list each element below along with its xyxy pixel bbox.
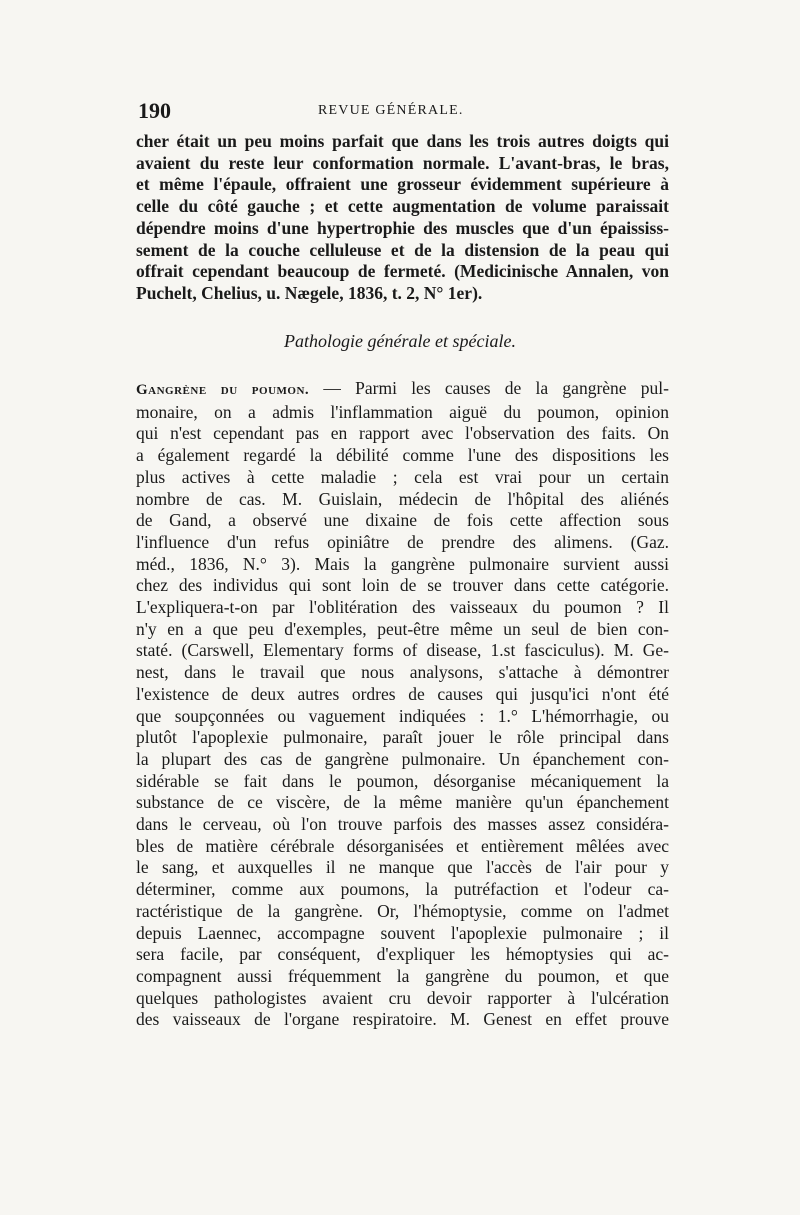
text-line: et même l'épaule, offraient une grosseur évidemment supérieure à bbox=[136, 174, 669, 195]
text-line: cher était un peu moins parfait que dans les trois autres doigts qui bbox=[136, 131, 669, 151]
text-line: n'y en a que peu d'exemples, peut-être même un seul de bien con- bbox=[136, 618, 669, 639]
running-head bbox=[138, 98, 668, 124]
text-line: plutôt l'apoplexie pulmonaire, paraît jouer le rôle principal dans bbox=[136, 727, 669, 748]
running-title: REVUE GÉNÉRALE. bbox=[318, 103, 464, 118]
paragraph-continuation bbox=[136, 131, 669, 305]
text-line: L'expliquera-t-on par l'oblitération des vaisseaux du poumon ? Il bbox=[136, 597, 669, 618]
text-line: qui n'est cependant pas en rapport avec l'observation des faits. On bbox=[136, 423, 669, 444]
text-line: dépendre moins d'une hypertrophie des muscles que d'un épaississ- bbox=[136, 217, 669, 238]
text-line: sement de la couche celluleuse et de la distension de la peau qui bbox=[136, 239, 669, 260]
paragraph-gangrene bbox=[136, 378, 669, 1031]
text-line: avaient du reste leur conformation normale. L'avant-bras, le bras, bbox=[136, 152, 669, 173]
text-line: que soupçonnées ou vaguement indiquées : 1.° L'hémorrhagie, ou bbox=[136, 705, 669, 726]
text-line: le sang, et auxquelles il ne manque que l'accès de l'air pour y bbox=[136, 857, 669, 878]
text-line: offrait cependant beaucoup de fermeté. (Medicinische Annalen, von bbox=[136, 261, 669, 282]
text-line: a également regardé la débilité comme l'une des dispositions les bbox=[136, 445, 669, 466]
text-line-first bbox=[136, 378, 669, 402]
text-line: sera facile, par conséquent, d'expliquer les hémoptysies qui ac- bbox=[136, 944, 669, 965]
text-line: staté. (Carswell, Elementary forms of disease, 1.st fasciculus). M. Ge- bbox=[136, 640, 669, 661]
text-line: la plupart des cas de gangrène pulmonaire. Un épanchement con- bbox=[136, 748, 669, 769]
text-line: bles de matière cérébrale désorganisées et entièrement mêlées avec bbox=[136, 835, 669, 856]
text-line: compagnent aussi fréquemment la gangrène du poumon, et que bbox=[136, 965, 669, 986]
text-line: l'influence d'un refus opiniâtre de prendre des alimens. (Gaz. bbox=[136, 531, 669, 552]
text-line: l'existence de deux autres ordres de causes qui jusqu'ici n'ont été bbox=[136, 683, 669, 704]
text-line: depuis Laennec, accompagne souvent l'apoplexie pulmonaire ; il bbox=[136, 922, 669, 943]
text-line: sidérable se fait dans le poumon, désorganise mécaniquement la bbox=[136, 770, 669, 791]
text-line: monaire, on a admis l'inflammation aiguë du poumon, opinion bbox=[136, 401, 669, 422]
text-line: de Gand, a observé une dixaine de fois cette affection sous bbox=[136, 510, 669, 531]
text-line: celle du côté gauche ; et cette augmentation de volume paraissait bbox=[136, 196, 669, 217]
text-line: plus actives à cette maladie ; cela est vrai pour un certain bbox=[136, 466, 669, 487]
text-line: nest, dans le travail que nous analysons, s'attache à démontrer bbox=[136, 662, 669, 683]
text-line: chez des individus qui sont loin de se trouver dans cette catégorie. bbox=[136, 575, 669, 596]
page-number: 190 bbox=[138, 98, 171, 123]
text-line: déterminer, comme aux poumons, la putréfaction et l'odeur ca- bbox=[136, 879, 669, 900]
text-line: nombre de cas. M. Guislain, médecin de l'hôpital des aliénés bbox=[136, 488, 669, 509]
text-line: des vaisseaux de l'organe respiratoire. M. Genest en effet prouve bbox=[136, 1009, 669, 1030]
first-line-rest: — Parmi les causes de la gangrène pul- bbox=[309, 378, 669, 398]
text-line: Puchelt, Chelius, u. Nægele, 1836, t. 2, N° 1er). bbox=[136, 282, 483, 303]
section-heading: Pathologie générale et spéciale. bbox=[284, 331, 516, 351]
text-line: quelques pathologistes avaient cru devoir rapporter à l'ulcération bbox=[136, 987, 669, 1008]
text-line: substance de ce viscère, de la même manière qu'un épanchement bbox=[136, 792, 669, 813]
text-line: dans le cerveau, où l'on trouve parfois des masses assez considéra- bbox=[136, 814, 669, 835]
paragraph-lead: Gangrène du poumon. bbox=[136, 382, 310, 398]
text-line: ractéristique de la gangrène. Or, l'hémoptysie, comme on l'admet bbox=[136, 900, 669, 921]
text-line: méd., 1836, N.° 3). Mais la gangrène pulmonaire survient aussi bbox=[136, 553, 669, 574]
